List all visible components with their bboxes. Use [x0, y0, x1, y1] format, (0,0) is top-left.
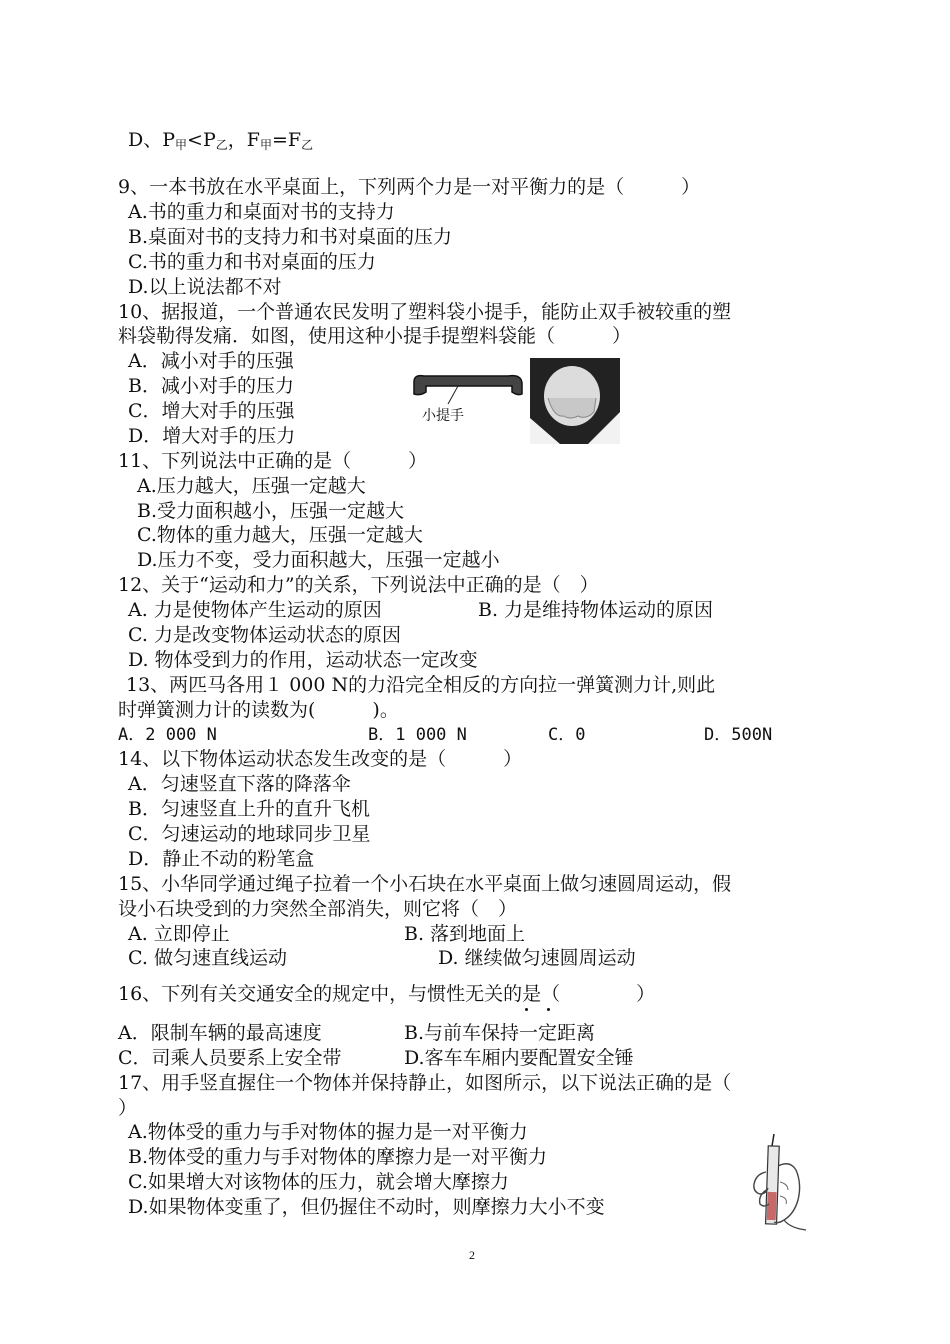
question-14: 14、以下物体运动状态发生改变的是（ ）	[118, 748, 523, 770]
option-16d: D.客车车厢内要配置安全锤	[404, 1047, 634, 1069]
handle-label: 小提手	[422, 407, 464, 423]
option-17c: C.如果增大对该物体的压力，就会增大摩擦力	[128, 1171, 509, 1193]
option-13c: C．0	[548, 725, 586, 745]
option-10c: C．增大对手的压强	[128, 400, 295, 422]
question-10-line2: 料袋勒得发痛．如图，使用这种小提手提塑料袋能（ ）	[118, 325, 632, 347]
question-17-line2: ）	[118, 1097, 138, 1119]
option-15c: C. 做匀速直线运动	[128, 947, 287, 969]
question-16: 16、下列有关交通安全的规定中，与惯性无关的是（ ）	[118, 983, 656, 1005]
hand-photo	[530, 358, 620, 444]
option-14c: C．匀速运动的地球同步卫星	[128, 823, 371, 845]
option-17d: D.如果物体变重了，但仍握住不动时，则摩擦力大小不变	[128, 1196, 605, 1218]
option-10b: B．减小对手的压力	[128, 375, 294, 397]
question-9: 9、一本书放在水平桌面上，下列两个力是一对平衡力的是（ ）	[118, 176, 701, 198]
question-15-line1: 15、小华同学通过绳子拉着一个小石块在水平桌面上做匀速圆周运动，假	[118, 873, 732, 895]
option-9b: B.桌面对书的支持力和书对桌面的压力	[128, 226, 453, 248]
option-11b: B.受力面积越小，压强一定越大	[137, 500, 405, 522]
option-11a: A.压力越大，压强一定越大	[137, 475, 366, 497]
option-12b: B. 力是维持物体运动的原因	[478, 599, 714, 621]
option-14b: B．匀速竖直上升的直升飞机	[128, 798, 370, 820]
option-16a: A．限制车辆的最高速度	[118, 1022, 322, 1044]
option-11c: C.物体的重力越大，压强一定越大	[137, 524, 423, 546]
option-17b: B.物体受的重力与手对物体的摩擦力是一对平衡力	[128, 1146, 548, 1168]
option-17a: A.物体受的重力与手对物体的握力是一对平衡力	[128, 1121, 528, 1143]
option-12c: C. 力是改变物体运动状态的原因	[128, 624, 401, 646]
question-17-line1: 17、用手竖直握住一个物体并保持静止，如图所示，以下说法正确的是（	[118, 1072, 732, 1094]
emphasis-dot	[525, 1008, 528, 1011]
option-10d: D．增大对手的压力	[128, 425, 296, 447]
option-9a: A.书的重力和桌面对书的支持力	[128, 201, 395, 223]
option-14d: D．静止不动的粉笔盒	[128, 848, 315, 870]
question-12: 12、关于“运动和力”的关系，下列说法中正确的是（ ）	[118, 574, 599, 596]
option-8d: D、$P_甲<P_乙$，$F_甲=F_乙$	[128, 129, 314, 152]
option-12d: D. 物体受到力的作用，运动状态一定改变	[128, 649, 478, 671]
option-15b: B. 落到地面上	[404, 923, 526, 945]
option-13a: A．2 000 N	[118, 725, 217, 745]
hand-holding-bag-icon	[530, 358, 620, 444]
option-16c: C．司乘人员要系上安全带	[118, 1047, 342, 1069]
option-15a: A. 立即停止	[128, 923, 230, 945]
question-11: 11、下列说法中正确的是（ ）	[118, 450, 428, 472]
option-13b: B．1 000 N	[368, 725, 467, 745]
syringe-hand-figure	[744, 1132, 816, 1232]
question-15-line2: 设小石块受到的力突然全部消失，则它将（ ）	[118, 898, 518, 920]
question-10-line1: 10、据报道，一个普通农民发明了塑料袋小提手，能防止双手被较重的塑	[118, 301, 732, 323]
option-15d: D. 继续做匀速圆周运动	[438, 947, 636, 969]
option-16b: B.与前车保持一定距离	[404, 1022, 596, 1044]
option-9c: C.书的重力和书对桌面的压力	[128, 251, 376, 273]
question-13-line1: 13、两匹马各用１ 000 N的力沿完全相反的方向拉一弹簧测力计,则此	[126, 674, 716, 696]
option-10a: A．减小对手的压强	[128, 350, 294, 372]
option-11d: D.压力不变，受力面积越大，压强一定越小	[137, 549, 500, 571]
option-9d: D.以上说法都不对	[128, 276, 282, 298]
emphasis-dot	[547, 1008, 550, 1011]
option-12a: A. 力是使物体产生运动的原因	[128, 599, 382, 621]
handle-figure	[408, 370, 528, 430]
question-13-line2: 时弹簧测力计的读数为( )。	[118, 699, 399, 721]
option-13d: D．500N	[704, 725, 773, 745]
hand-holding-syringe-icon	[744, 1132, 816, 1232]
option-14a: A．匀速竖直下落的降落伞	[128, 773, 351, 795]
page-number: 2	[469, 1248, 475, 1262]
